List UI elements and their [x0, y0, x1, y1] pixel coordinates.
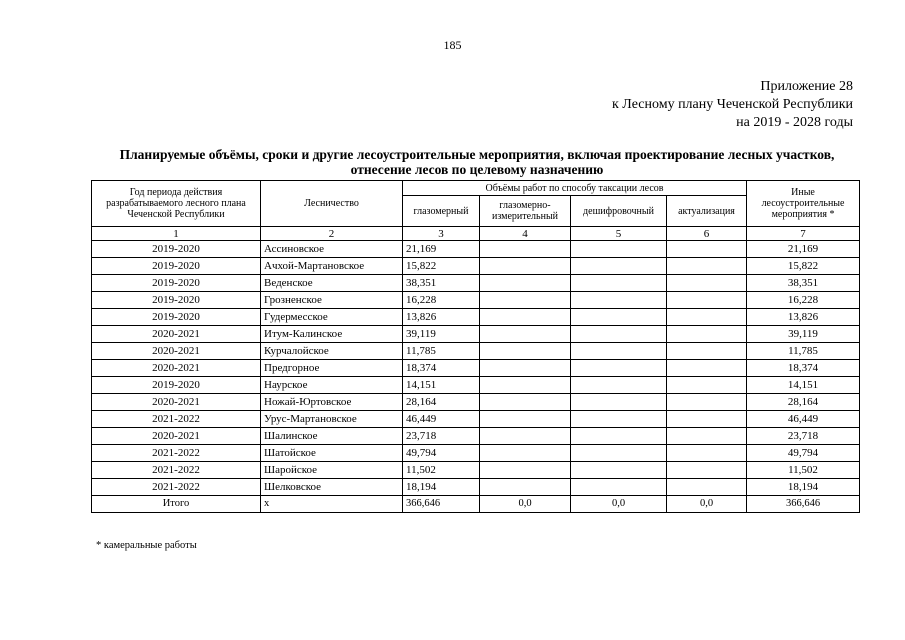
cell-visual: 21,169 [403, 241, 480, 258]
cell-visual: 23,718 [403, 428, 480, 445]
cell-forestry: Гудермесское [261, 309, 403, 326]
table-row [92, 377, 860, 394]
cell-visual: 46,449 [403, 411, 480, 428]
cell-visual-measurement [480, 377, 571, 394]
cell-visual-measurement [480, 241, 571, 258]
table-row [92, 445, 860, 462]
cell-update [667, 258, 747, 275]
cell-visual: 38,351 [403, 275, 480, 292]
cell-update [667, 462, 747, 479]
cell-period: 2021-2022 [92, 462, 261, 479]
cell-decoding [571, 309, 667, 326]
header-visual: глазомерный [403, 196, 480, 227]
cell-other: 15,822 [747, 258, 860, 275]
cell-visual: 15,822 [403, 258, 480, 275]
cell-decoding [571, 326, 667, 343]
page-number: 185 [443, 38, 462, 52]
cell-period: 2020-2021 [92, 394, 261, 411]
header-other: Иные лесоустроительные мероприятия * [747, 181, 860, 227]
table-row [92, 360, 860, 377]
column-number: 1 [92, 227, 261, 241]
appendix-line-3: на 2019 - 2028 годы [736, 115, 853, 130]
table-row [92, 411, 860, 428]
cell-forestry: Шалинское [261, 428, 403, 445]
appendix-header [612, 78, 853, 132]
header-forestry: Лесничество [261, 181, 403, 227]
header-period: Год периода действия разрабатываемого лесного плана Чеченской Республики [92, 181, 261, 227]
cell-decoding [571, 479, 667, 496]
column-number: 2 [261, 227, 403, 241]
total-visual-measurement: 0,0 [480, 496, 571, 513]
total-visual: 366,646 [403, 496, 480, 513]
cell-update [667, 411, 747, 428]
cell-visual-measurement [480, 479, 571, 496]
cell-decoding [571, 394, 667, 411]
cell-forestry: Шатойское [261, 445, 403, 462]
column-number: 3 [403, 227, 480, 241]
cell-decoding [571, 258, 667, 275]
table-row [92, 462, 860, 479]
cell-visual: 16,228 [403, 292, 480, 309]
cell-period: 2019-2020 [92, 241, 261, 258]
column-number: 5 [571, 227, 667, 241]
cell-period: 2020-2021 [92, 326, 261, 343]
cell-forestry: Ножай-Юртовское [261, 394, 403, 411]
cell-other: 11,785 [747, 343, 860, 360]
cell-visual-measurement [480, 462, 571, 479]
cell-update [667, 428, 747, 445]
cell-decoding [571, 462, 667, 479]
cell-other: 18,194 [747, 479, 860, 496]
cell-forestry: Шелковское [261, 479, 403, 496]
cell-visual-measurement [480, 394, 571, 411]
header-decoding: дешифровочный [571, 196, 667, 227]
cell-visual: 39,119 [403, 326, 480, 343]
table-row [92, 292, 860, 309]
table-row [92, 258, 860, 275]
cell-update [667, 343, 747, 360]
cell-decoding [571, 360, 667, 377]
cell-visual-measurement [480, 309, 571, 326]
forest-works-table [91, 180, 860, 513]
table-row [92, 309, 860, 326]
cell-visual: 11,785 [403, 343, 480, 360]
cell-decoding [571, 445, 667, 462]
document-title: Планируемые объёмы, сроки и другие лесоустроительные мероприятия, включая проектирование лесных участков, отнесение лесов по целевому назначению [119, 147, 835, 177]
cell-visual-measurement [480, 343, 571, 360]
cell-forestry: Шаройское [261, 462, 403, 479]
cell-period: 2019-2020 [92, 258, 261, 275]
table-row [92, 326, 860, 343]
cell-other: 49,794 [747, 445, 860, 462]
cell-period: 2019-2020 [92, 309, 261, 326]
cell-visual: 49,794 [403, 445, 480, 462]
cell-decoding [571, 428, 667, 445]
cell-visual: 13,826 [403, 309, 480, 326]
cell-decoding [571, 411, 667, 428]
cell-update [667, 241, 747, 258]
cell-decoding [571, 292, 667, 309]
cell-period: 2021-2022 [92, 445, 261, 462]
cell-update [667, 360, 747, 377]
footnote: * камеральные работы [96, 540, 197, 551]
cell-other: 38,351 [747, 275, 860, 292]
cell-forestry: Ассиновское [261, 241, 403, 258]
cell-period: 2020-2021 [92, 360, 261, 377]
cell-update [667, 292, 747, 309]
cell-forestry: Наурское [261, 377, 403, 394]
cell-other: 13,826 [747, 309, 860, 326]
cell-visual-measurement [480, 445, 571, 462]
cell-visual-measurement [480, 326, 571, 343]
appendix-line-1: Приложение 28 [760, 79, 853, 94]
column-number-row [92, 227, 860, 241]
cell-other: 11,502 [747, 462, 860, 479]
cell-update [667, 445, 747, 462]
cell-visual: 28,164 [403, 394, 480, 411]
cell-other: 23,718 [747, 428, 860, 445]
cell-visual-measurement [480, 411, 571, 428]
table-row [92, 479, 860, 496]
total-other: 366,646 [747, 496, 860, 513]
column-number: 7 [747, 227, 860, 241]
table-row [92, 241, 860, 258]
cell-decoding [571, 241, 667, 258]
cell-other: 18,374 [747, 360, 860, 377]
cell-visual-measurement [480, 292, 571, 309]
table-row [92, 343, 860, 360]
total-label: Итого [92, 496, 261, 513]
cell-period: 2019-2020 [92, 292, 261, 309]
total-decoding: 0,0 [571, 496, 667, 513]
column-number: 6 [667, 227, 747, 241]
total-row [92, 496, 860, 513]
cell-forestry: Урус-Мартановское [261, 411, 403, 428]
cell-other: 21,169 [747, 241, 860, 258]
cell-decoding [571, 275, 667, 292]
cell-other: 14,151 [747, 377, 860, 394]
table-row [92, 394, 860, 411]
cell-forestry: Грозненское [261, 292, 403, 309]
cell-visual: 11,502 [403, 462, 480, 479]
cell-period: 2020-2021 [92, 343, 261, 360]
cell-period: 2019-2020 [92, 275, 261, 292]
cell-update [667, 326, 747, 343]
cell-decoding [571, 343, 667, 360]
cell-period: 2021-2022 [92, 479, 261, 496]
cell-visual: 18,194 [403, 479, 480, 496]
cell-update [667, 377, 747, 394]
cell-visual-measurement [480, 360, 571, 377]
cell-period: 2019-2020 [92, 377, 261, 394]
cell-other: 39,119 [747, 326, 860, 343]
cell-forestry: Курчалойское [261, 343, 403, 360]
cell-visual-measurement [480, 428, 571, 445]
column-number: 4 [480, 227, 571, 241]
header-visual-measurement: глазомерно-измерительный [480, 196, 571, 227]
cell-update [667, 479, 747, 496]
header-update: актуализация [667, 196, 747, 227]
header-row-1 [92, 181, 860, 196]
table-row [92, 428, 860, 445]
cell-update [667, 394, 747, 411]
cell-visual: 14,151 [403, 377, 480, 394]
cell-visual: 18,374 [403, 360, 480, 377]
cell-period: 2020-2021 [92, 428, 261, 445]
table-row [92, 275, 860, 292]
cell-visual-measurement [480, 275, 571, 292]
cell-update [667, 309, 747, 326]
total-forestry: х [261, 496, 403, 513]
cell-update [667, 275, 747, 292]
cell-forestry: Веденское [261, 275, 403, 292]
cell-forestry: Предгорное [261, 360, 403, 377]
appendix-line-2: к Лесному плану Чеченской Республики [612, 97, 853, 112]
cell-other: 28,164 [747, 394, 860, 411]
cell-period: 2021-2022 [92, 411, 261, 428]
cell-other: 16,228 [747, 292, 860, 309]
cell-decoding [571, 377, 667, 394]
cell-visual-measurement [480, 258, 571, 275]
cell-forestry: Ачхой-Мартановское [261, 258, 403, 275]
total-update: 0,0 [667, 496, 747, 513]
cell-forestry: Итум-Калинское [261, 326, 403, 343]
header-volumes-group: Объёмы работ по способу таксации лесов [403, 181, 747, 196]
cell-other: 46,449 [747, 411, 860, 428]
